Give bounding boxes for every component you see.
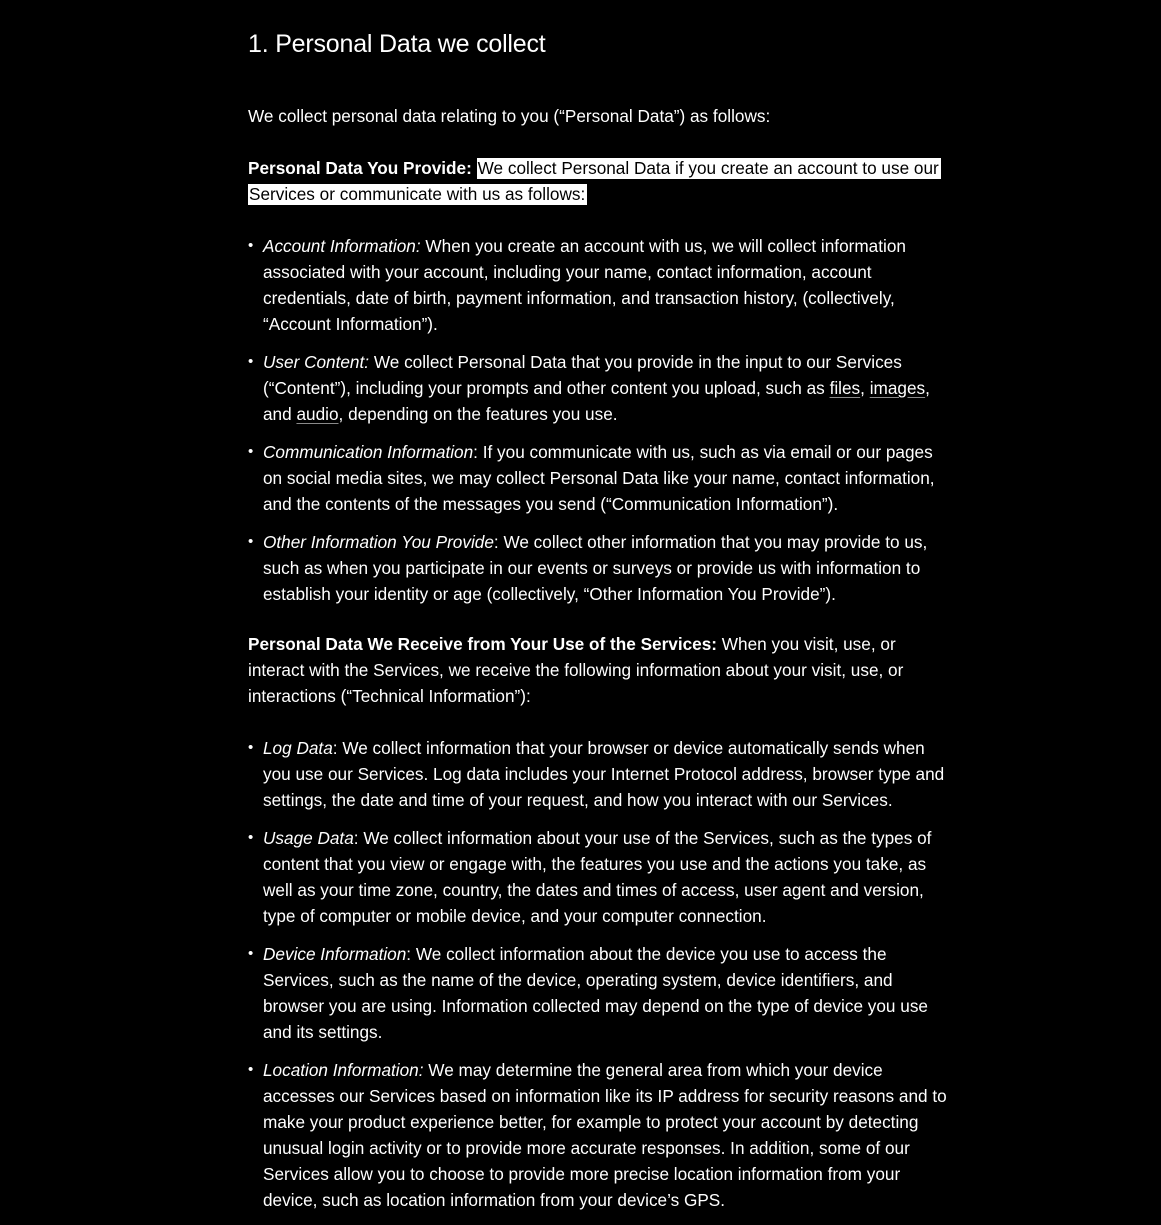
list-item-user-content (248, 349, 948, 427)
separator-comma: , (860, 378, 870, 398)
device-information-title: Device Information (263, 944, 407, 964)
other-information-text: : We collect other information that you may provide to us, such as when you participate in our events or surveys or provide us with information to establish your identity or age (collectively, “Other Information You Provide”). (263, 532, 928, 604)
list-item-account-information (248, 233, 948, 337)
user-content-text-part1: We collect Personal Data that you provide in the input to our Services (“Content”), including your prompts and other content you upload, such as (263, 352, 902, 398)
list-item-device-information (248, 941, 948, 1045)
separator-and: , and (263, 378, 930, 424)
highlighted-selection-text: We collect Personal Data if you create an account to use our Services or communicate with us as follows: (249, 158, 939, 204)
policy-content (248, 28, 948, 1225)
device-information-text: : We collect information about the device you use to access the Services, such as the name of the device, operating system, device identifiers, and browser you are using. Information collected may depend on the type of device you use and its settings. (263, 944, 928, 1042)
files-link[interactable]: files (829, 378, 861, 398)
audio-link[interactable]: audio (296, 404, 339, 424)
provided-data-list (248, 233, 948, 607)
location-information-title: Location Information: (263, 1060, 424, 1080)
account-information-text: When you create an account with us, we will collect information associated with your account, including your name, contact information, account credentials, date of birth, payment information, and transaction history, (collectively, “Account Information”). (263, 236, 906, 334)
list-item-other-information (248, 529, 948, 607)
intro-paragraph: We collect personal data relating to you (“Personal Data”) as follows: (248, 106, 771, 126)
usage-data-text: : We collect information about your use of the Services, such as the types of content that you view or engage with, the features you use and the actions you take, as well as your time zone, country, the dates and times of access, user agent and version, type of computer or mobile device, and your computer connection. (263, 828, 932, 926)
personal-data-you-provide-paragraph (248, 155, 948, 207)
location-information-text: We may determine the general area from which your device accesses our Services based on information like its IP address for security reasons and to make your product experience better, for example to protect your account by detecting unusual login activity or to provide more accurate responses. In addition, some of our Services allow you to choose to provide more precise location information from your device, such as location information from your device’s GPS. (263, 1060, 947, 1210)
section-heading: 1. Personal Data we collect (248, 30, 546, 58)
personal-data-we-receive-label: Personal Data We Receive from Your Use of the Services: (248, 634, 718, 654)
personal-data-we-receive-paragraph (248, 631, 948, 709)
user-content-text-part2: , depending on the features you use. (338, 404, 618, 424)
technical-data-list (248, 735, 948, 1213)
list-item-log-data (248, 735, 948, 813)
communication-information-text: : If you communicate with us, such as via email or our pages on social media sites, we may collect Personal Data like your name, contact information, and the contents of the messages you send (“Communication Information”). (263, 442, 935, 514)
communication-information-title: Communication Information (263, 442, 474, 462)
list-item-communication-information (248, 439, 948, 517)
user-content-title: User Content: (263, 352, 370, 372)
images-link[interactable]: images (869, 378, 926, 398)
log-data-title: Log Data (263, 738, 333, 758)
list-item-usage-data (248, 825, 948, 929)
usage-data-title: Usage Data (263, 828, 354, 848)
list-item-location-information (248, 1057, 948, 1213)
other-information-title: Other Information You Provide (263, 532, 494, 552)
account-information-title: Account Information: (263, 236, 421, 256)
personal-data-you-provide-label: Personal Data You Provide: (248, 158, 472, 178)
log-data-text: : We collect information that your browser or device automatically sends when you use our Services. Log data includes your Internet Protocol address, browser type and settings, the date and time of your request, and how you interact with our Services. (263, 738, 945, 810)
personal-data-we-receive-text: When you visit, use, or interact with the Services, we receive the following information about your visit, use, or interactions (“Technical Information”): (248, 634, 904, 706)
